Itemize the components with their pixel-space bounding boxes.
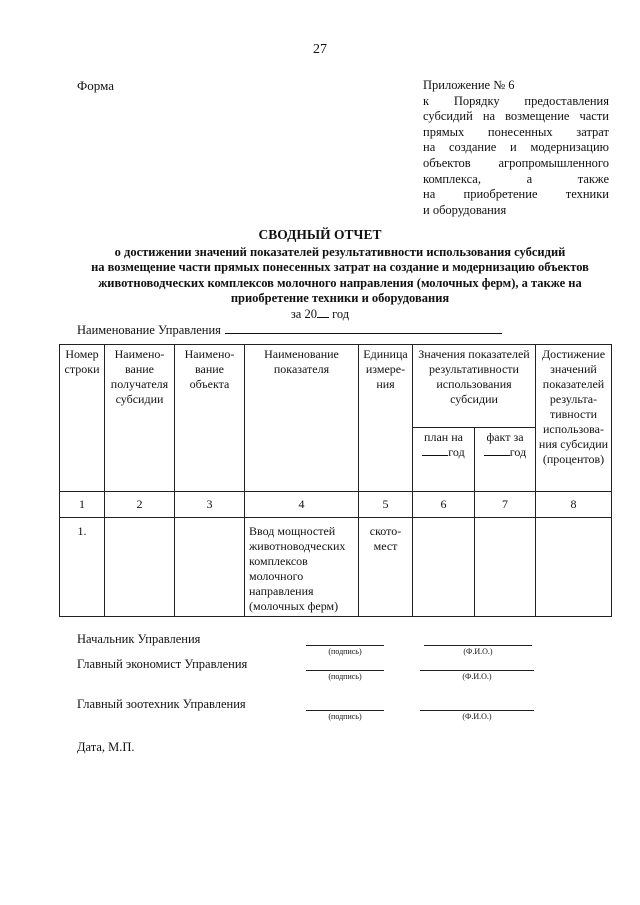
signature-title-economist: Главный экономист Управления (77, 657, 248, 671)
management-field (77, 321, 502, 338)
appendix-line: на создание и модернизацию (423, 140, 609, 155)
appendix-line: и оборудования (423, 202, 507, 217)
appendix-line: субсидий на возмещение части (423, 109, 609, 124)
subtitle-line: животноводческих комплексов молочного направления (молочных ферм), а также на (98, 275, 582, 290)
header-object: Наимено- вание объекта (175, 345, 245, 492)
appendix-line: объектов агропромышленного (423, 155, 609, 170)
signature-line[interactable] (306, 710, 384, 711)
appendix-line: комплекса, а также (423, 171, 609, 186)
column-number: 8 (536, 492, 612, 518)
appendix-line: на приобретение техники (423, 187, 609, 202)
table-row (60, 518, 612, 617)
name-line[interactable] (420, 670, 534, 671)
date-stamp-label: Дата, М.П. (77, 740, 135, 754)
header-fact (475, 428, 536, 492)
header-plan-label: план на (424, 430, 463, 444)
column-number: 1 (60, 492, 105, 518)
column-number: 6 (413, 492, 475, 518)
recipient-cell[interactable] (105, 518, 175, 617)
header-indicator: Наименование показателя (245, 345, 359, 492)
form-label: Форма (77, 78, 114, 93)
report-subtitle (70, 245, 610, 306)
name-label: (Ф.И.О.) (462, 712, 492, 721)
report-table (59, 344, 612, 617)
plan-year-blank[interactable] (422, 445, 448, 456)
appendix-block (423, 78, 609, 218)
row-number-cell: 1. (60, 518, 105, 617)
subtitle-line: на возмещение части прямых понесенных затрат на создание и модернизацию объектов (91, 260, 589, 275)
signature-line[interactable] (306, 645, 384, 646)
report-title: СВОДНЫЙ ОТЧЕТ (258, 227, 382, 242)
appendix-line: прямых понесенных затрат (423, 124, 609, 139)
column-number: 2 (105, 492, 175, 518)
plan-cell[interactable] (413, 518, 475, 617)
year-blank[interactable] (317, 306, 329, 318)
fact-year-blank[interactable] (484, 445, 510, 456)
achievement-cell[interactable] (536, 518, 612, 617)
year-prefix: за 20 (290, 307, 317, 321)
name-label: (Ф.И.О.) (463, 647, 493, 656)
subtitle-line: приобретение техники и оборудования (230, 290, 450, 305)
header-plan-year: год (448, 445, 465, 459)
page-number: 27 (313, 42, 327, 57)
name-line[interactable] (424, 645, 532, 646)
column-number: 5 (359, 492, 413, 518)
appendix-title: Приложение № 6 (423, 78, 515, 92)
signature-label: (подпись) (328, 712, 362, 721)
signature-title-zootechnician: Главный зоотехник Управления (77, 697, 246, 711)
appendix-line: к Порядку предоставления (423, 93, 609, 108)
column-number: 4 (245, 492, 359, 518)
header-unit: Единица измере- ния (359, 345, 413, 492)
indicator-cell: Ввод мощностей животноводческих комплексов молочного направления (молочных ферм) (245, 518, 359, 617)
report-year (0, 306, 640, 322)
signature-title-head: Начальник Управления (77, 632, 201, 646)
header-fact-year: год (509, 445, 527, 459)
unit-cell: ското- мест (359, 518, 413, 617)
year-suffix: год (332, 307, 350, 321)
name-label: (Ф.И.О.) (462, 672, 492, 681)
header-fact-label: факт за (486, 430, 524, 444)
header-row-number: Номер строки (60, 345, 105, 492)
header-values-group: Значения показателей результативности использования субсидии (413, 345, 536, 428)
management-input-line[interactable] (225, 321, 502, 334)
fact-cell[interactable] (475, 518, 536, 617)
subtitle-line: о достижении значений показателей результативности использования субсидий (114, 245, 566, 259)
header-recipient: Наимено- вание получателя субсидии (105, 345, 175, 492)
management-label: Наименование Управления (77, 323, 221, 337)
signature-line[interactable] (306, 670, 384, 671)
signature-label: (подпись) (328, 672, 362, 681)
column-number: 3 (175, 492, 245, 518)
object-cell[interactable] (175, 518, 245, 617)
name-line[interactable] (420, 710, 534, 711)
signature-label: (подпись) (328, 647, 362, 656)
header-plan (413, 428, 475, 492)
header-achievement: Достижение значений показателей результа- тивности использова- ния субсидии (процентов) (536, 345, 612, 492)
column-number: 7 (475, 492, 536, 518)
